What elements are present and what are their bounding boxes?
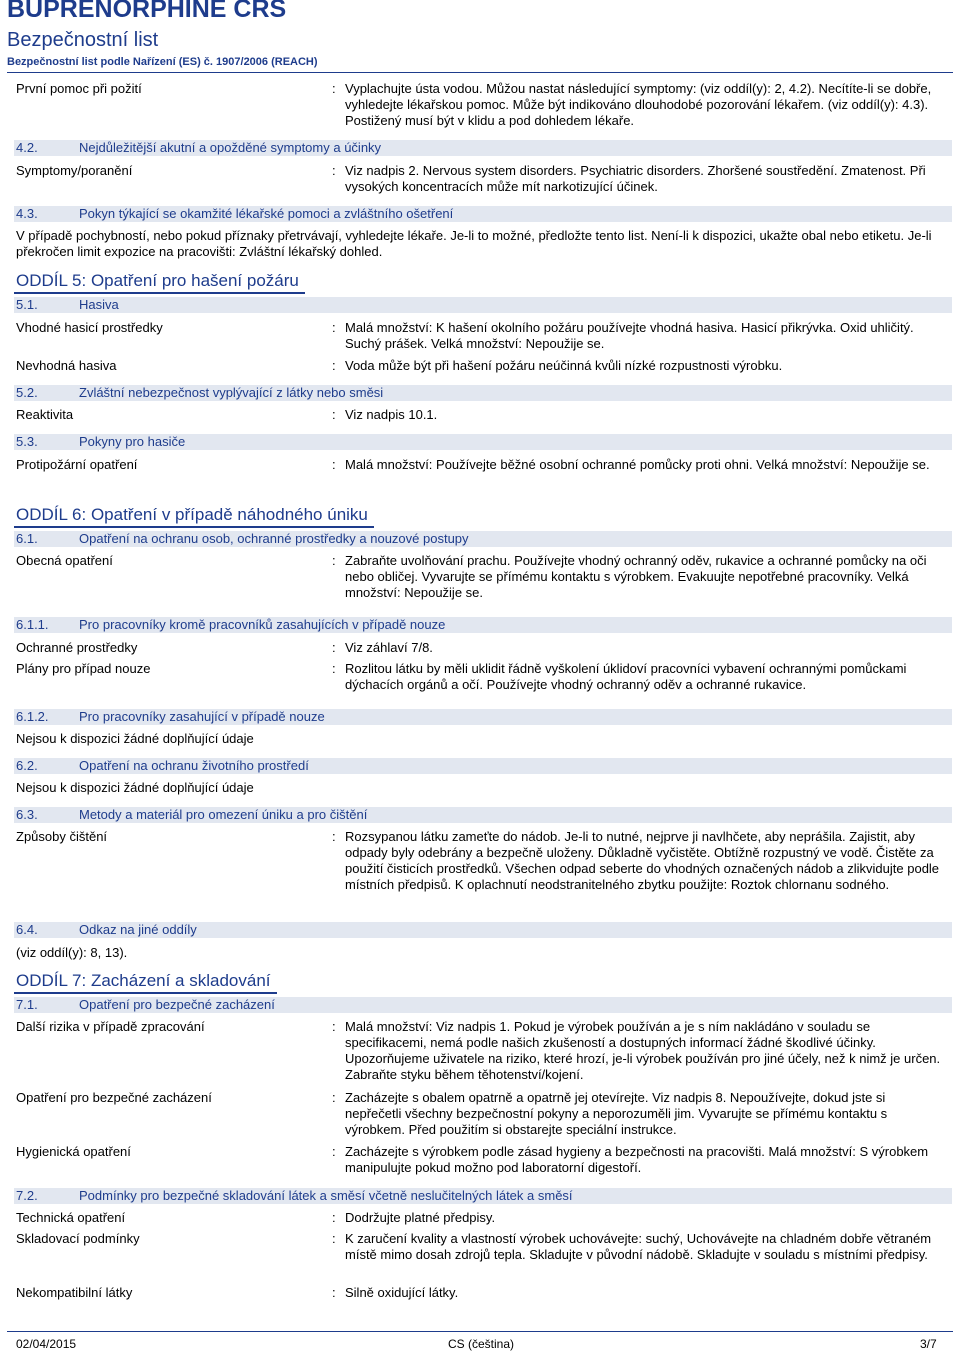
regulation-line: Bezpečnostní list podle Nařízení (ES) č. 1907/2006 (REACH) [7,56,318,68]
colon: : [332,358,336,373]
ingestion-label: První pomoc při požití [16,81,142,96]
subsection-title: Odkaz na jiné oddíly [79,922,197,937]
subsection-number: 4.2. [16,140,38,155]
hygiene-label: Hygienická opatření [16,1144,131,1159]
first-aid-advice-text: V případě pochybností, nebo pokud příznaky přetrvávají, vyhledejte lékaře. Je-li to možné, předložte tento list. Není-li k dispozici, ukažte obal nebo etiketu. Je-li překročen limit expozice na pracovišti: Zvláštní lékařský dohled. [16,228,932,259]
section-7-title: ODDÍL 7: Zacházení a skladování [14,970,277,994]
subsection-6-1 [14,531,952,547]
other-risks-value: Malá množství: Viz nadpis 1. Pokud je výrobek používán a je s ním nakládáno v souladu se specifikacemi, nemá podle našich zkušeností a dostupných informací žádné škodlivé účinky. Upozorňujeme uživatele na riziko, které hrozí, je-li výrobek používán pro jiné účely, než k nimž je určen. Zabraňte styku během těhotenství/kojení. [345,1019,941,1082]
reactivity-value: Viz nadpis 10.1. [345,407,438,422]
subsection-number: 6.4. [16,922,38,937]
colon: : [332,407,336,422]
safe-handling-label: Opatření pro bezpečné zacházení [16,1090,212,1105]
subsection-number: 7.2. [16,1188,38,1203]
subsection-title: Metody a materiál pro omezení úniku a pro čištění [79,807,368,822]
section-6-title: ODDÍL 6: Opatření v případě náhodného úniku [14,504,374,528]
colon: : [332,1285,336,1300]
colon: : [332,1210,336,1225]
subsection-number: 5.2. [16,385,38,400]
general-measures-value: Zabraňte uvolňování prachu. Používejte vhodný ochranný oděv, rukavice a ochranné pomůcky na oči nebo obličej. Vyvarujte se přímému kontaktu s výrobkem. Evakuujte nepotřebné pracovníky. Velká množství: Nepoužije se. [345,553,927,600]
suitable-media-label: Vhodné hasicí prostředky [16,320,163,335]
no-info-text: Nejsou k dispozici žádné doplňující údaje [16,731,254,746]
cleaning-methods-value: Rozsypanou látku zameťte do nádob. Je-li to nutné, nejprve ji navlhčete, aby neprášila. Zajistit, aby odpady byly odebrány a bezpečně uloženy. Důkladně vyčistěte. Obtížně rozpustný ve vodě. Čistěte za použití čisticích prostředků. Všechen odpad seberte do vhodných označených nádob a zlikvidujte podle místních předpisů. K oplachnutí neodstranitelného zbytku použijte: Roztok chlornanu sodného. [345,829,940,892]
emergency-plans-label: Plány pro případ nouze [16,661,151,676]
subsection-title: Pokyn týkající se okamžité lékařské pomoci a zvláštního ošetření [79,206,454,221]
subsection-4-3 [14,206,952,222]
incompatible-materials-label: Nekompatibilní látky [16,1285,133,1300]
subsection-title: Pokyny pro hasiče [79,434,186,449]
firefighting-value: Malá množství: Používejte běžné osobní ochranné pomůcky proti ohni. Velká množství: Nepoužije se. [345,457,930,472]
footer-language: CS (čeština) [448,1337,515,1351]
subsection-number: 6.1. [16,531,38,546]
subsection-number: 5.3. [16,434,38,449]
colon: : [332,320,336,335]
other-risks-label: Další rizika v případě zpracování [16,1019,205,1034]
cleaning-methods-label: Způsoby čištění [16,829,108,844]
general-measures-label: Obecná opatření [16,553,113,568]
subsection-title: Pro pracovníky zasahující v případě nouze [79,709,325,724]
symptoms-value: Viz nadpis 2. Nervous system disorders. Psychiatric disorders. Zhoršené soustředění. Zmatenost. Při vysokých koncentracích může mít narkotizující účinek. [345,163,926,194]
colon: : [332,81,336,96]
colon: : [332,829,336,844]
symptoms-label: Symptomy/poranění [16,163,133,178]
subsection-number: 6.1.1. [16,617,49,632]
subsection-7-2 [14,1188,952,1204]
incompatible-materials-value: Silně oxidující látky. [345,1285,459,1300]
document-header [7,0,953,74]
technical-measures-label: Technická opatření [16,1210,126,1225]
subsection-number: 6.3. [16,807,38,822]
protective-equipment-label: Ochranné prostředky [16,640,138,655]
subsection-6-2 [14,758,952,774]
colon: : [332,1019,336,1034]
header-divider [7,72,953,73]
reference-text: (viz oddíl(y): 8, 13). [16,945,128,960]
colon: : [332,457,336,472]
subsection-number: 7.1. [16,997,38,1012]
subsection-title: Opatření na ochranu osob, ochranné prostředky a nouzové postupy [79,531,469,546]
unsuitable-media-label: Nevhodná hasiva [16,358,117,373]
footer-divider [7,1331,953,1332]
subsection-number: 6.1.2. [16,709,49,724]
ingestion-value: Vyplachujte ústa vodou. Můžou nastat následující symptomy: (viz oddíl(y): 2, 4.2). Necítíte-li se dobře, vyhledejte lékařskou pomoc. Může být indikováno dlouhodobé pozorování lékařem. (viz oddíl(y): 4.3). Postižený musí být v klidu a pod dohledem lékaře. [345,81,932,128]
subsection-title: Pro pracovníky kromě pracovníků zasahujících v případě nouze [79,617,446,632]
footer-page-number: 3/7 [920,1337,937,1351]
colon: : [332,661,336,676]
subsection-5-1 [14,297,952,313]
emergency-plans-value: Rozlitou látku by měli uklidit řádně vyškolení úklidoví pracovníci vybavení ochrannými pomůckami dýchacích orgánů a očí. Používejte vhodný ochranný oděv a ochranné rukavice. [345,661,907,692]
no-info-text: Nejsou k dispozici žádné doplňující údaje [16,780,254,795]
protective-equipment-value: Viz záhlaví 7/8. [345,640,433,655]
colon: : [332,163,336,178]
reactivity-label: Reaktivita [16,407,74,422]
colon: : [332,553,336,568]
colon: : [332,640,336,655]
footer-date: 02/04/2015 [16,1337,77,1351]
subsection-6-1-2 [14,709,952,725]
subsection-7-1 [14,997,952,1013]
subsection-4-2 [14,140,952,156]
subsection-title: Hasiva [79,297,119,312]
subsection-number: 4.3. [16,206,38,221]
subsection-title: Nejdůležitější akutní a opožděné symptomy a účinky [79,140,382,155]
suitable-media-value: Malá množství: K hašení okolního požáru používejte vhodná hasiva. Hasicí přikrývka. Oxid uhličitý. Suchý prášek. Velká množství: Nepoužije se. [345,320,914,351]
colon: : [332,1090,336,1105]
document-subtitle: Bezpečnostní list [7,29,159,51]
section-5-title: ODDÍL 5: Opatření pro hašení požáru [14,270,305,294]
subsection-title: Opatření na ochranu životního prostředí [79,758,309,773]
subsection-title: Zvláštní nebezpečnost vyplývající z látky nebo směsi [79,385,384,400]
subsection-6-1-1 [14,617,952,633]
storage-conditions-value: K zaručení kvality a vlastností výrobek uchovávejte: suchý, Uchovávejte na chladném dobře větraném místě mimo dosah zdrojů tepla. Skladujte v původní nádobě. Skladujte v souladu s místními předpisy. [345,1231,932,1262]
hygiene-value: Zacházejte s výrobkem podle zásad hygieny a bezpečnosti na pracovišti. Malá množství: S výrobkem manipulujte pokud možno pod laboratorní digestoří. [345,1144,929,1175]
firefighting-label: Protipožární opatření [16,457,138,472]
technical-measures-value: Dodržujte platné předpisy. [345,1210,496,1225]
colon: : [332,1144,336,1159]
subsection-number: 5.1. [16,297,38,312]
subsection-title: Podmínky pro bezpečné skladování látek a směsí včetně neslučitelných látek a směsí [79,1188,573,1203]
subsection-5-3 [14,434,952,450]
unsuitable-media-value: Voda může být při hašení požáru neúčinná kvůli nízké rozpustnosti výrobku. [345,358,783,373]
subsection-title: Opatření pro bezpečné zacházení [79,997,275,1012]
safe-handling-value: Zacházejte s obalem opatrně a opatrně jej otevírejte. Viz nadpis 8. Nepoužívejte, dokud jste si nepřečetli všechny bezpečnostní pokyny a neporozuměli jim. Vyvarujte se přímému kontaktu s výrobkem. Před použitím si obstarejte speciální instrukce. [345,1090,888,1137]
product-title: BUPRENORPHINE CRS [7,0,287,23]
subsection-5-2 [14,385,952,401]
colon: : [332,1231,336,1246]
subsection-6-3 [14,807,952,823]
storage-conditions-label: Skladovací podmínky [16,1231,140,1246]
subsection-number: 6.2. [16,758,38,773]
subsection-6-4 [14,922,952,938]
